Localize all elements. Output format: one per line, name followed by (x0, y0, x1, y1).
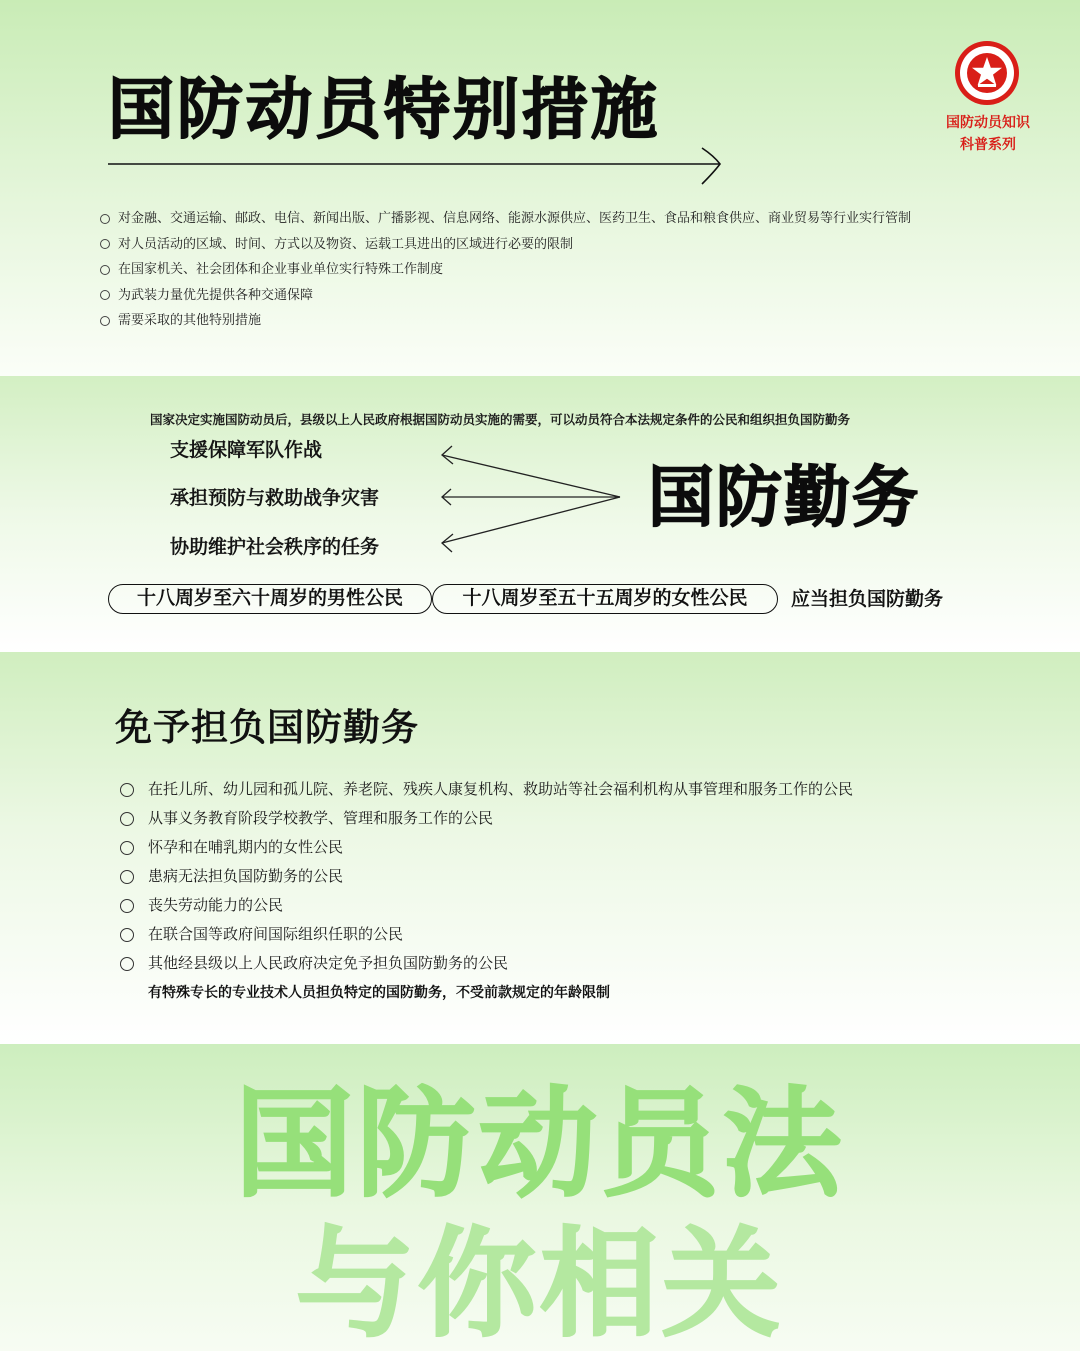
list-item (120, 949, 853, 978)
list-item-text: 对人员活动的区域、时间、方式以及物资、运载工具进出的区域进行必要的限制 (118, 236, 574, 252)
series-label (930, 112, 1046, 156)
branch-arrows-icon (436, 440, 626, 558)
bullet-icon (120, 812, 134, 826)
duty-title: 国防勤务 (648, 459, 920, 536)
special-measures-list (100, 206, 911, 334)
list-item (120, 891, 853, 920)
bullet-icon (100, 290, 110, 300)
bullet-icon (120, 957, 134, 971)
slogan-line2: 与你相关 (295, 1215, 784, 1353)
list-item (100, 257, 911, 283)
page-title: 国防动员特别措施 (108, 71, 660, 148)
slogan-line1: 国防动员法 (234, 1075, 845, 1213)
bullet-icon (120, 783, 134, 797)
list-item-text: 在托儿所、幼儿园和孤儿院、养老院、残疾人康复机构、救助站等社会福利机构从事管理和服务工作的公民 (148, 780, 854, 798)
list-item-text: 从事义务教育阶段学校教学、管理和服务工作的公民 (148, 809, 494, 827)
list-item (100, 308, 911, 334)
list-item-text: 对金融、交通运输、邮政、电信、新闻出版、广播影视、信息网络、能源水源供应、医药卫生、食品和粮食供应、商业贸易等行业实行管制 (118, 211, 912, 226)
bullet-icon (100, 316, 110, 326)
list-item-text: 在联合国等政府间国际组织任职的公民 (148, 925, 404, 943)
female-age-pill: 十八周岁至五十五周岁的女性公民 (432, 584, 778, 614)
list-item (120, 862, 853, 891)
male-age-pill: 十八周岁至六十周岁的男性公民 (108, 584, 432, 614)
exemptions-note: 有特殊专长的专业技术人员担负特定的国防勤务，不受前款规定的年龄限制 (148, 985, 610, 1001)
bullet-icon (100, 239, 110, 249)
duty-item: 承担预防与救助战争灾害 (170, 487, 380, 509)
bullet-icon (120, 899, 134, 913)
series-label-line1: 国防动员知识 (946, 115, 1030, 131)
duty-item: 协助维护社会秩序的任务 (170, 536, 380, 558)
list-item (120, 920, 853, 949)
bullet-icon (100, 214, 110, 224)
bullet-icon (120, 841, 134, 855)
bullet-icon (100, 265, 110, 275)
series-label-line2: 科普系列 (960, 137, 1016, 153)
bullet-icon (120, 870, 134, 884)
list-item (100, 206, 911, 232)
exemptions-list (120, 775, 853, 978)
list-item (120, 833, 853, 862)
list-item-text: 需要采取的其他特别措施 (118, 313, 262, 328)
list-item-text: 怀孕和在哺乳期内的女性公民 (148, 838, 344, 856)
list-item (120, 804, 853, 833)
list-item-text: 在国家机关、社会团体和企业事业单位实行特殊工作制度 (118, 262, 444, 277)
emblem-icon (954, 40, 1020, 106)
long-arrow-icon (108, 146, 724, 186)
list-item-text: 为武装力量优先提供各种交通保障 (118, 287, 314, 303)
list-item-text: 丧失劳动能力的公民 (148, 896, 284, 914)
list-item (100, 283, 911, 309)
exemptions-title: 免予担负国防勤务 (115, 706, 419, 749)
list-item-text: 其他经县级以上人民政府决定免予担负国防勤务的公民 (148, 954, 509, 972)
bullet-icon (120, 928, 134, 942)
list-item (100, 232, 911, 258)
list-item-text: 患病无法担负国防勤务的公民 (148, 867, 344, 885)
list-item (120, 775, 853, 804)
duty-intro-text: 国家决定实施国防动员后，县级以上人民政府根据国防动员实施的需要，可以动员符合本法规定条件的公民和组织担负国防勤务 (150, 412, 851, 427)
duty-suffix-text: 应当担负国防勤务 (791, 588, 944, 610)
duty-item: 支援保障军队作战 (170, 439, 323, 461)
